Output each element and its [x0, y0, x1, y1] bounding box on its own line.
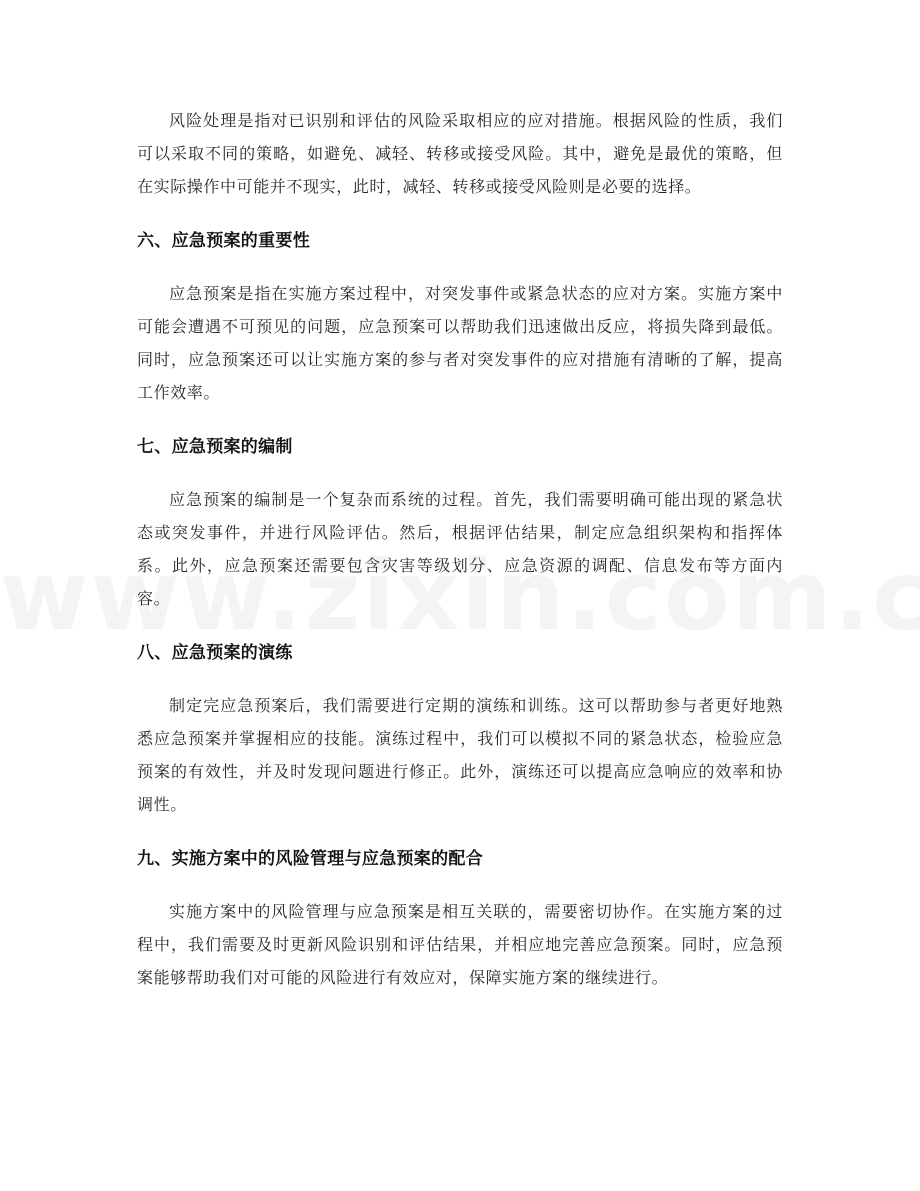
paragraph-risk-handling: 风险处理是指对已识别和评估的风险采取相应的应对措施。根据风险的性质，我们可以采取不同的策略，如避免、减轻、转移或接受风险。其中，避免是最优的策略，但在实际操作中可能并不现实，此时，减轻、转移或接受风险则是必要的选择。	[137, 111, 783, 196]
paragraph-emergency-importance: 应急预案是指在实施方案过程中，对突发事件或紧急状态的应对方案。实施方案中可能会遭遇不可预见的问题，应急预案可以帮助我们迅速做出反应，将损失降到最低。同时，应急预案还可以让实施方案的参与者对突发事件的应对措施有清晰的了解，提高工作效率。	[137, 284, 783, 402]
paragraph-emergency-drill: 制定完应急预案后，我们需要进行定期的演练和训练。这可以帮助参与者更好地熟悉应急预案并掌握相应的技能。演练过程中，我们可以模拟不同的紧急状态，检验应急预案的有效性，并及时发现问题进行修正。此外，演练还可以提高应急响应的效率和协调性。	[137, 696, 783, 814]
heading-section-8: 八、应急预案的演练	[137, 643, 293, 663]
heading-section-6: 六、应急预案的重要性	[137, 231, 310, 251]
heading-section-9: 九、实施方案中的风险管理与应急预案的配合	[137, 849, 483, 869]
paragraph-risk-emergency-coordination: 实施方案中的风险管理与应急预案是相互关联的，需要密切协作。在实施方案的过程中，我们需要及时更新风险识别和评估结果，并相应地完善应急预案。同时，应急预案能够帮助我们对可能的风险进行有效应对，保障实施方案的继续进行。	[137, 902, 783, 987]
document-body	[137, 104, 783, 994]
heading-section-7: 七、应急预案的编制	[137, 437, 293, 457]
paragraph-emergency-preparation: 应急预案的编制是一个复杂而系统的过程。首先，我们需要明确可能出现的紧急状态或突发事件，并进行风险评估。然后，根据评估结果，制定应急组织架构和指挥体系。此外，应急预案还需要包含灾害等级划分、应急资源的调配、信息发布等方面内容。	[137, 490, 783, 608]
